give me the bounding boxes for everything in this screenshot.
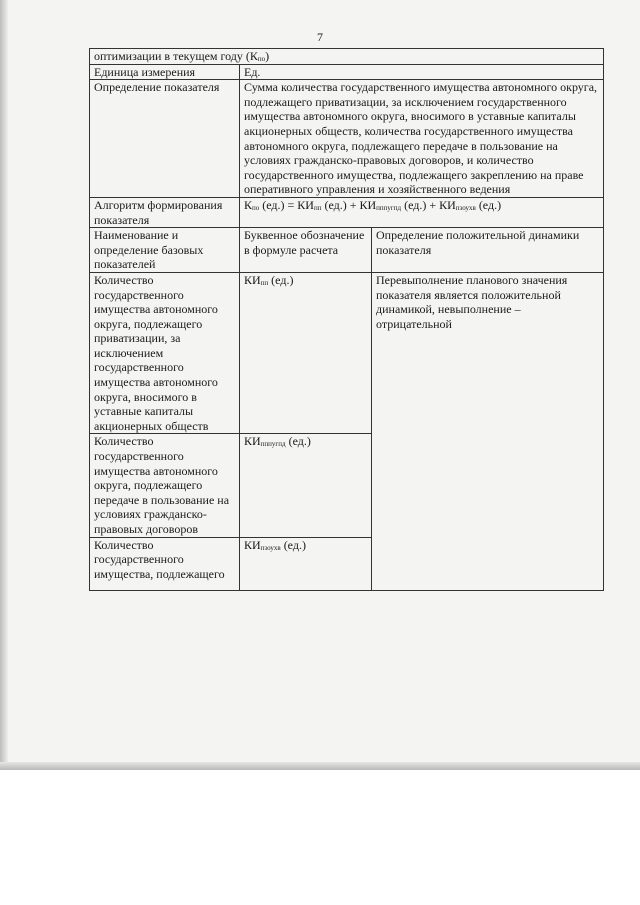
header-positive-dynamics: Определение положительной динамики показателя: [372, 228, 604, 273]
table-row: [90, 49, 604, 65]
base-indicator-symbol: $КИ_{пзоухв}$ (ед.): [240, 537, 372, 591]
algorithm-formula: $К_{по}$ $(ед.) = КИ_{пп}$ $(ед.) + КИ_{пппугпд}$ $(ед.) + КИ_{пзоухв}$ (ед.): [240, 197, 604, 227]
definition-text: Сумма количества государственного имущества автономного округа, подлежащего приватизации, за исключением государственного имущества автономного округа, вносимого в уставные капиталы акционерных обществ, количества государственного имущества автономного округа, подлежащего передаче в пользование на условиях гражданско-правовых договоров, и количество государственного имущества, подлежащего закреплению на праве оперативного управления и хозяйственного ведения: [240, 80, 604, 198]
scan-edge-shadow-bottom: [0, 762, 640, 770]
indicator-passport-table: [89, 48, 604, 591]
base-indicator-name: Количество государственного имущества автономного округа, подлежащего приватизации, за исключением государственного имущества автономного округа, вносимого в уставные капиталы акционерных обществ: [90, 272, 240, 434]
header-base-indicators: Наименование и определение базовых показателей: [90, 228, 240, 273]
algorithm-label: Алгоритм формирования показателя: [90, 197, 240, 227]
base-indicator-symbol: $КИ_{пппугпд}$ (ед.): [240, 434, 372, 537]
unit-value: Ед.: [240, 64, 604, 80]
page-number: 7: [317, 30, 323, 44]
base-indicator-name: Количество государственного имущества, подлежащего: [90, 537, 240, 591]
definition-label: Определение показателя: [90, 80, 240, 198]
indicator-name-continuation: оптимизации в текущем году $(К_{по})$: [90, 49, 604, 65]
base-indicator-symbol: $КИ_{пп}$ (ед.): [240, 272, 372, 434]
header-symbol: Буквенное обозначение в формуле расчета: [240, 228, 372, 273]
positive-dynamics-text: Перевыполнение планового значения показателя является положительной динамикой, невыполнение – отрицательной: [372, 272, 604, 590]
table-row: [90, 64, 604, 80]
base-indicator-name: Количество государственного имущества автономного округа, подлежащего передаче в пользование на условиях гражданско-правовых договоров: [90, 434, 240, 537]
scan-edge-shadow-left: [0, 0, 8, 770]
table-row: [90, 272, 604, 434]
table-row: [90, 80, 604, 198]
table-header-row: [90, 228, 604, 273]
table-row: [90, 197, 604, 227]
unit-label: Единица измерения: [90, 64, 240, 80]
